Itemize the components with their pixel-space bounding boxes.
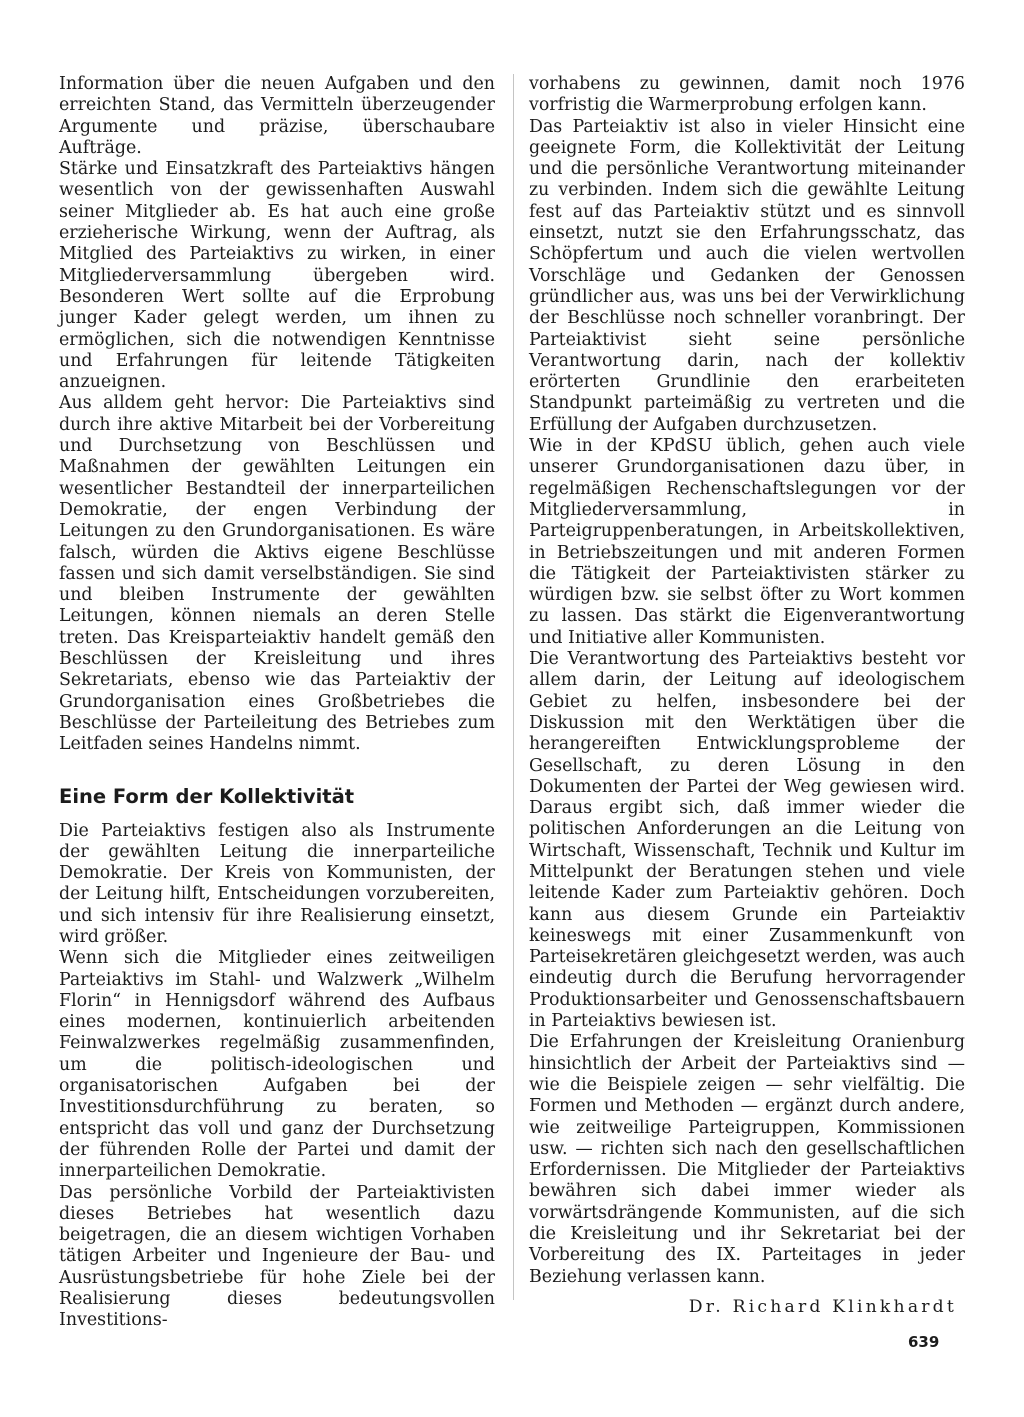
paragraph: Die Erfahrungen der Kreisleitung Oranienburg hinsichtlich der Arbeit der Parteiaktivs sind — wie die Beispiele zeigen — sehr vielfältig. Die Formen und Methoden — ergänzt durch andere, wie zeitweilige Parteigruppen, Kommissionen usw. — richten sich nach den gesellschaftlichen Erfordernissen. Die Mitglieder der Parteiaktivs bewähren sich dabei immer wieder als vorwärtsdrängende Kommunisten, auf die sich die Kreisleitung und ihr Sekretariat bei der Vorbereitung des IX. Parteitages in jeder Beziehung verlassen kann. — [529, 1032, 965, 1287]
paragraph: Aus alldem geht hervor: Die Parteiaktivs sind durch ihre aktive Mitarbeit bei der Vorbereitung und Durchsetzung von Beschlüssen und Maßnahmen der gewählten Leitungen ein wesentlicher Bestandteil der innerparteilichen Demokratie, der engen Verbindung der Leitungen zu den Grundorganisationen. Es wäre falsch, würden die Aktivs eigene Beschlüsse fassen und sich damit verselbständigen. Sie sind und bleiben Instrumente der gewählten Leitungen, können niemals an deren Stelle treten. Das Kreisparteiaktiv handelt gemäß den Beschlüssen der Kreisleitung und ihres Sekretariats, ebenso wie das Parteiaktiv der Grundorganisation eines Großbetriebes die Beschlüsse der Parteileitung des Betriebes zum Leitfaden seines Handelns nimmt. — [59, 393, 495, 755]
right-column — [529, 74, 965, 1318]
page-number: 639 — [908, 1333, 940, 1351]
paragraph: Wie in der KPdSU üblich, gehen auch viele unserer Grundorganisationen dazu über, in regelmäßigen Rechenschaftslegungen vor der Mitgliederversammlung, in Parteigruppenberatungen, in Arbeitskollektiven, in Betriebszeitungen und mit anderen Formen die Tätigkeit der Parteiaktivisten stärker zu würdigen bzw. sie selbst öfter zu Wort kommen zu lassen. Das stärkt die Eigenverantwortung und Initiative aller Kommunisten. — [529, 436, 965, 648]
paragraph: Die Verantwortung des Parteiaktivs besteht vor allem darin, der Leitung auf ideologischem Gebiet zu helfen, insbesondere bei der Diskussion mit den Werktätigen über die herangereiften Entwicklungsprobleme der Gesellschaft, zu deren Lösung in den Dokumenten der Partei der Weg gewiesen wird. Daraus ergibt sich, daß immer wieder die politischen Anforderungen an die Leitung von Wirtschaft, Wissenschaft, Technik und Kultur im Mittelpunkt der Beratungen stehen und viele leitende Kader zum Parteiaktiv gehören. Doch kann aus diesem Grunde ein Parteiaktiv keineswegs mit einer Zusammenkunft von Parteisekretären gleichgesetzt werden, was auch eindeutig durch die Berufung hervorragender Produktionsarbeiter und Genossenschaftsbauern in Parteiaktivs bewiesen ist. — [529, 649, 965, 1032]
paragraph: Das persönliche Vorbild der Parteiaktivisten dieses Betriebes hat wesentlich dazu beigetragen, die an diesem wichtigen Vorhaben tätigen Arbeiter und Ingenieure der Bau- und Ausrüstungsbetriebe für hohe Ziele bei der Realisierung dieses bedeutungsvollen Investitions- — [59, 1182, 495, 1331]
paragraph: Die Parteiaktivs festigen also als Instrumente der gewählten Leitung die innerparteiliche Demokratie. Der Kreis von Kommunisten, der der Leitung hilft, Entscheidungen vorzubereiten, und sich intensiv für ihre Realisierung einsetzt, wird größer. — [59, 820, 495, 947]
paragraph: Stärke und Einsatzkraft des Parteiaktivs hängen wesentlich von der gewissenhaften Auswahl seiner Mitglieder ab. Es hat auch eine große erzieherische Wirkung, wenn der Auftrag, als Mitglied des Parteiaktivs zu wirken, in einer Mitgliederversammlung übergeben wird. Besonderen Wert sollte auf die Erprobung junger Kader gelegt werden, um ihnen zu ermöglichen, sich die notwendigen Kenntnisse und Erfahrungen für leitende Tätigkeiten anzueignen. — [59, 159, 495, 393]
column-divider — [513, 74, 514, 1300]
left-column — [59, 74, 495, 1332]
paragraph: Wenn sich die Mitglieder eines zeitweiligen Parteiaktivs im Stahl- und Walzwerk „Wilhelm Florin“ in Hennigsdorf während des Aufbaus eines modernen, kontinuierlich arbeitenden Feinwalzwerkes regelmäßig zusammenfinden, um die politisch-ideologischen und organisatorischen Aufgaben bei der Investitionsdurchführung zu beraten, so entspricht das voll und ganz der Durchsetzung der führenden Rolle der Partei und damit der innerparteilichen Demokratie. — [59, 948, 495, 1182]
author-signature: Dr. Richard Klinkhardt — [688, 1296, 957, 1317]
paragraph: Information über die neuen Aufgaben und den erreichten Stand, das Vermitteln überzeugender Argumente und präzise, überschaubare Aufträge. — [59, 74, 495, 158]
section-heading: Eine Form der Kollektivität — [59, 784, 355, 808]
paragraph: Das Parteiaktiv ist also in vieler Hinsicht eine geeignete Form, die Kollektivität der Leitung und die persönliche Verantwortung miteinander zu verbinden. Indem sich die gewählte Leitung fest auf das Parteiaktiv stützt und es sinnvoll einsetzt, nutzt sie den Erfahrungsschatz, das Schöpfertum und auch die vielen wertvollen Vorschläge und Gedanken der Genossen gründlicher aus, was uns bei der Verwirklichung der Beschlüsse noch schneller voranbringt. Der Parteiaktivist sieht seine persönliche Verantwortung darin, nach der kollektiv erörterten Grundlinie den erarbeiteten Standpunkt parteimäßig zu vertreten und die Erfüllung der Aufgaben durchzusetzen. — [529, 116, 965, 435]
paragraph: vorhabens zu gewinnen, damit noch 1976 vorfristig die Warmerprobung erfolgen kann. — [529, 74, 965, 116]
